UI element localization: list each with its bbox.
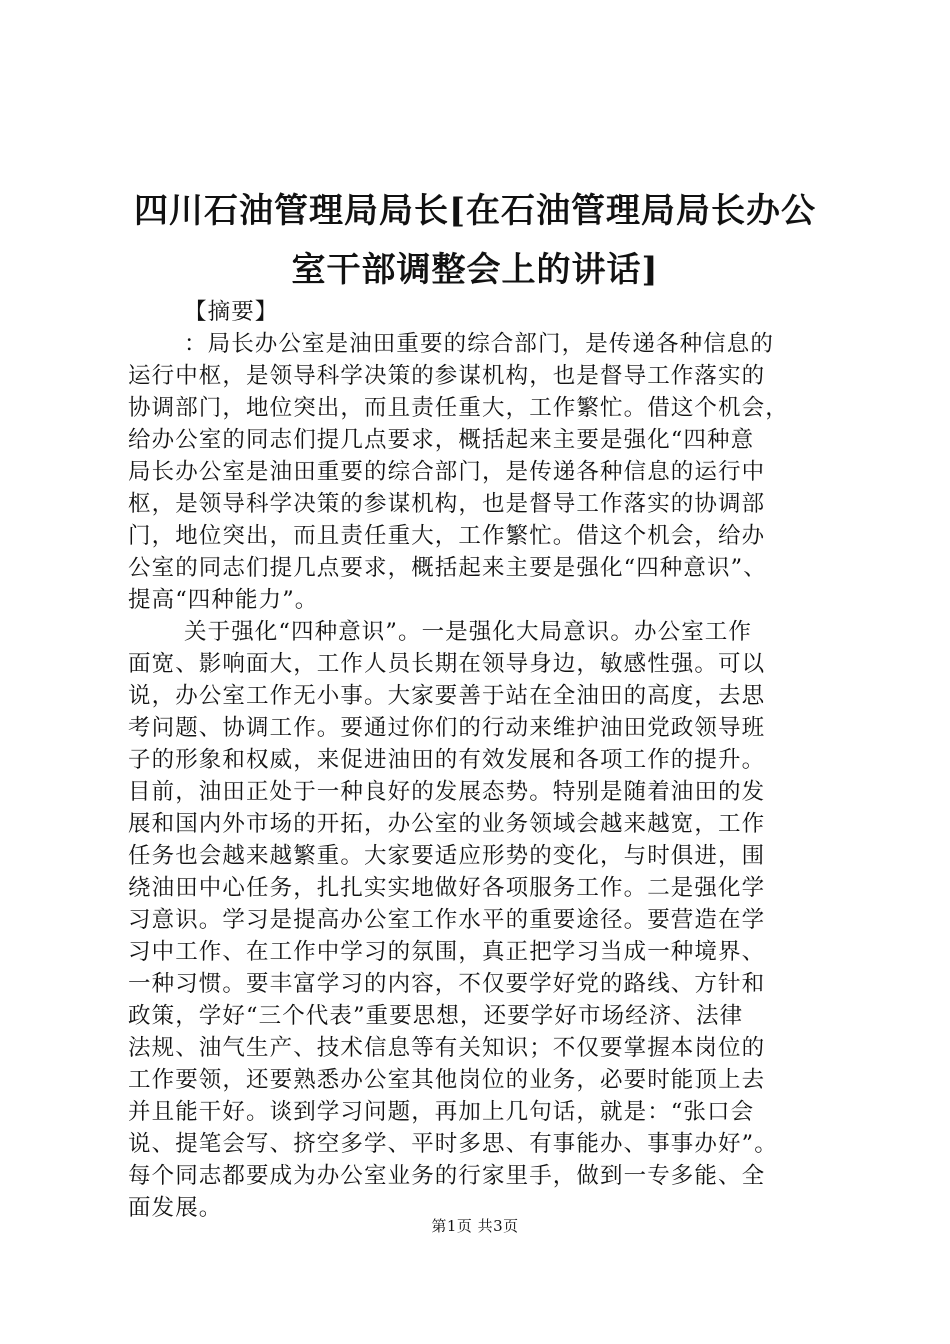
body-line: 目前，油田正处于一种良好的发展态势。特别是随着油田的发 [128, 779, 766, 805]
abstract-label: 【摘要】 [184, 299, 279, 325]
body-line: 面宽、影响面大，工作人员长期在领导身边，敏感性强。可以 [128, 651, 766, 677]
abstract-line: 提高“四种能力”。 [128, 587, 319, 613]
body-line: 展和国内外市场的开拓，办公室的业务领域会越来越宽，工作 [128, 811, 766, 837]
body-line: 工作要领，还要熟悉办公室其他岗位的业务，必要时能顶上去 [128, 1067, 766, 1093]
abstract-line: ：局长办公室是油田重要的综合部门，是传递各种信息的 [184, 331, 775, 357]
body-line: 说、提笔会写、挤空多学、平时多思、有事能办、事事办好”。 [128, 1131, 778, 1157]
body-line: 每个同志都要成为办公室业务的行家里手，做到一专多能、全 [128, 1163, 766, 1189]
document-body [128, 296, 840, 1224]
body-line: 任务也会越来越繁重。大家要适应形势的变化，与时俱进，围 [128, 843, 766, 869]
body-line: 说，办公室工作无小事。大家要善于站在全油田的高度，去思 [128, 683, 766, 709]
abstract-line: 运行中枢，是领导科学决策的参谋机构，也是督导工作落实的 [128, 363, 766, 389]
abstract-line: 局长办公室是油田重要的综合部门，是传递各种信息的运行中 [128, 459, 766, 485]
page-number-footer: 第1页 共3页 [431, 1217, 519, 1235]
body-line: 法规、油气生产、技术信息等有关知识；不仅要掌握本岗位的 [128, 1035, 766, 1061]
body-line: 考问题、协调工作。要通过你们的行动来维护油田党政领导班 [128, 715, 766, 741]
abstract-line: 给办公室的同志们提几点要求，概括起来主要是强化“四种意 [128, 427, 755, 453]
abstract-line: 公室的同志们提几点要求，概括起来主要是强化“四种意识”、 [128, 555, 767, 581]
document-title [110, 182, 840, 300]
body-line: 绕油田中心任务，扎扎实实地做好各项服务工作。二是强化学 [128, 875, 766, 901]
body-line: 一种习惯。要丰富学习的内容，不仅要学好党的路线、方针和 [128, 971, 766, 997]
body-line: 政策，学好“三个代表”重要思想，还要学好市场经济、法律 [128, 1003, 744, 1029]
body-line: 面发展。 [128, 1195, 223, 1221]
title-line-2: 室干部调整会上的讲话] [291, 250, 659, 290]
body-line: 子的形象和权威，来促进油田的有效发展和各项工作的提升。 [128, 747, 766, 773]
abstract-paragraph [128, 328, 840, 616]
body-line: 关于强化“四种意识”。一是强化大局意识。办公室工作 [184, 619, 753, 645]
body-line: 习中工作、在工作中学习的氛围，真正把学习当成一种境界、 [128, 939, 766, 965]
abstract-line: 门，地位突出，而且责任重大，工作繁忙。借这个机会，给办 [128, 523, 766, 549]
abstract-line: 枢，是领导科学决策的参谋机构，也是督导工作落实的协调部 [128, 491, 766, 517]
body-line: 习意识。学习是提高办公室工作水平的重要途径。要营造在学 [128, 907, 766, 933]
body-paragraph [128, 616, 840, 1224]
abstract-line: 协调部门，地位突出，而且责任重大，工作繁忙。借这个机会， [128, 395, 789, 421]
title-line-1: 四川石油管理局局长[在石油管理局局长办公 [133, 191, 817, 231]
body-line: 并且能干好。谈到学习问题，再加上几句话，就是：“张口会 [128, 1099, 755, 1125]
